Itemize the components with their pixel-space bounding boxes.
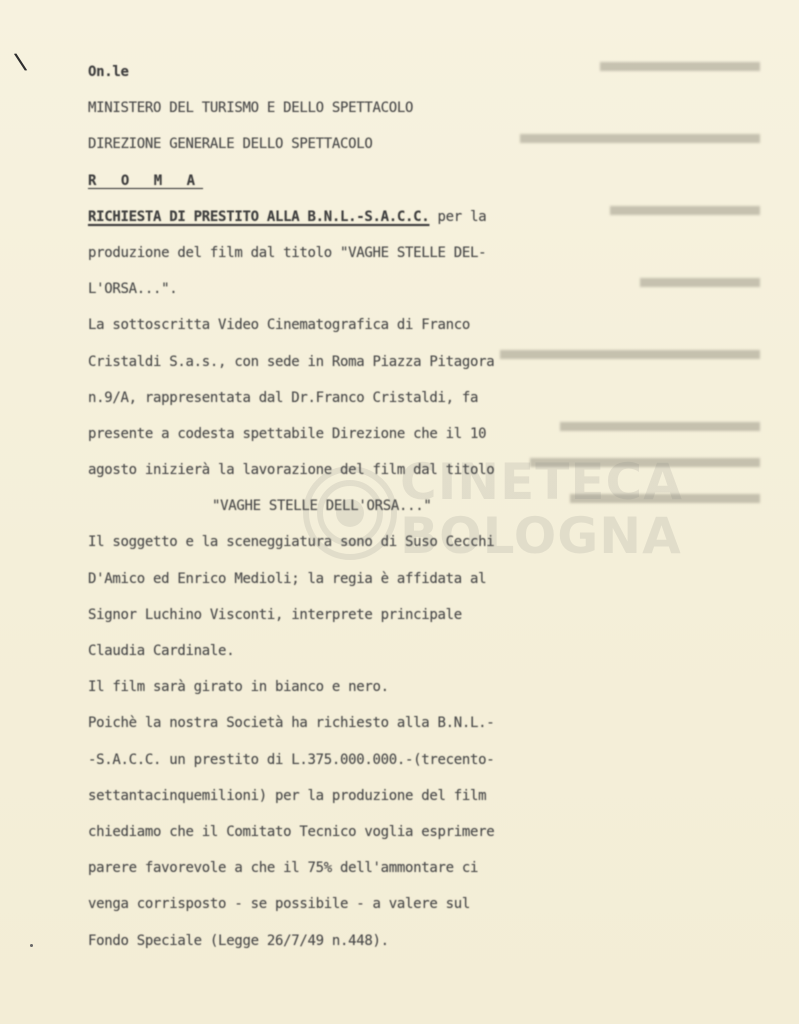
body-line: Fondo Speciale (Legge 26/7/49 n.448). [88, 932, 389, 949]
subject-line-3: L'ORSA...". [88, 281, 178, 298]
speck [30, 944, 33, 947]
subject-line [88, 199, 588, 235]
body-line: Il film sarà girato in bianco e nero. [88, 679, 389, 696]
salutation: On.le [88, 64, 129, 80]
watermark-line1: CINETECA [400, 453, 683, 511]
body-line: presente a codesta spettabile Direzione che il 10 [88, 425, 487, 442]
body-line: chiediamo che il Comitato Tecnico voglia esprimere [88, 823, 495, 840]
body-line: -S.A.C.C. un prestito di L.375.000.000.-(trecento- [88, 751, 495, 768]
recipient-line-1: MINISTERO DEL TURISMO E DELLO SPETTACOLO [88, 100, 414, 117]
recipient-line-2: DIREZIONE GENERALE DELLO SPETTACOLO [88, 136, 373, 153]
body-line: Cristaldi S.a.s., con sede in Roma Piazza Pitagora [88, 353, 495, 370]
body-line: La sottoscritta Video Cinematografica di Franco [88, 317, 471, 334]
body-line: Poichè la nostra Società ha richiesto alla B.N.L.- [88, 715, 495, 732]
body-line: agosto inizierà la lavorazione del film dal titolo [88, 462, 495, 479]
city: R O M A [88, 172, 204, 189]
subject-line-2: produzione del film dal titolo "VAGHE STELLE DEL- [88, 244, 487, 261]
letter-body [88, 54, 588, 959]
body-line: Il soggetto e la sceneggiatura sono di Suso Cecchi [88, 534, 495, 551]
film-title: "VAGHE STELLE DELL'ORSA..." [212, 498, 432, 515]
body-line: venga corrisposto - se possibile - a valere sul [88, 896, 471, 913]
body-line: Signor Luchino Visconti, interprete principale [88, 606, 462, 623]
city-line [88, 163, 588, 199]
body-line: Claudia Cardinale. [88, 643, 235, 659]
subject-rest: per la [429, 208, 487, 225]
body-line: D'Amico ed Enrico Medioli; la regia è affidata al [88, 570, 487, 587]
body-line: parere favorevole a che il 75% dell'ammontare ci [88, 860, 479, 877]
body-line: n.9/A, rappresentata dal Dr.Franco Cristaldi, fa [88, 389, 479, 406]
body-line: settantacinquemilioni) per la produzione del film [88, 787, 487, 804]
subject-underlined: RICHIESTA DI PRESTITO ALLA B.N.L.-S.A.C.C. [88, 208, 430, 225]
watermark-line2: BOLOGNA [400, 507, 682, 565]
pen-mark: \ [12, 49, 29, 76]
